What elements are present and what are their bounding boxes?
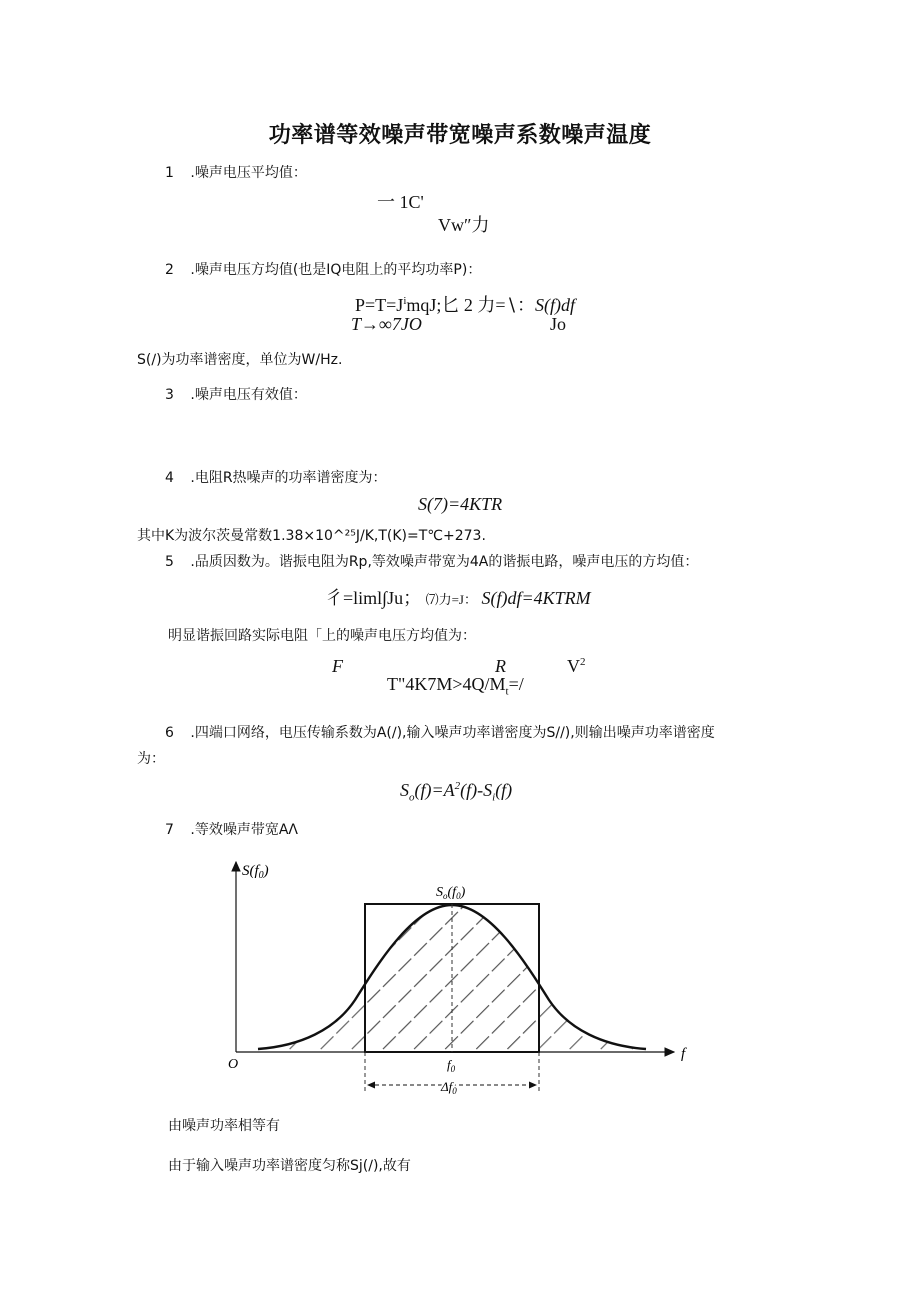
label-part: S(f <box>242 863 259 879</box>
formula-5r-f: F <box>332 656 343 676</box>
label-part: 0 <box>456 891 461 901</box>
item-number: 4 <box>165 470 174 486</box>
formula-part: mqJ;匕 2 力=∖： <box>406 295 536 315</box>
label-part: 0 <box>258 870 264 881</box>
item-text: .等效噪声带宽AΛ <box>190 822 298 838</box>
formula-part: S <box>400 780 409 800</box>
item-text: .噪声电压有效值： <box>190 387 307 403</box>
uniform-text: 由于输入噪声功率谱密度匀称Sj(∕),故有 <box>168 1158 411 1174</box>
formula-part: 彳=liml∫Ju； <box>325 588 422 608</box>
formula-part: T"4K7M>4Q/M <box>387 674 506 694</box>
formula-1-line2: Vw″力 <box>438 215 490 235</box>
s-unit-text: S(∕)为功率谱密度，单位为W/Hz. <box>137 352 343 368</box>
formula-1-line1: 一 1C' <box>377 192 424 212</box>
resonance-text: 明显谐振回路实际电阻「上的噪声电压方均值为： <box>168 628 476 644</box>
label-part: ) <box>263 863 269 879</box>
item-number: 7 <box>165 822 174 838</box>
formula-part: o <box>409 791 415 804</box>
equal-power-text: 由噪声功率相等有 <box>168 1118 280 1134</box>
formula-part: 2 <box>580 656 586 668</box>
item-number: 2 <box>165 262 174 278</box>
formula-part: t <box>505 685 509 698</box>
item-number: 1 <box>165 165 174 181</box>
formula-2-line2b: Jo <box>550 314 567 334</box>
label-part: o <box>443 891 448 901</box>
formula-part: ⑺力=J： <box>425 592 477 607</box>
item-text: .品质因数为。谐振电阻为Rp,等效噪声带宽为4A的谐振电路，噪声电压的方均值： <box>190 554 699 570</box>
item-text: .噪声电压平均值： <box>190 165 307 181</box>
boltzmann-text: 其中K为波尔茨曼常数1.38×10^²⁵J/K,T(K)=T℃+273. <box>137 528 486 544</box>
label-part: 0 <box>452 1086 457 1096</box>
item-number: 5 <box>165 554 174 570</box>
formula-part: T→∞7JO <box>351 314 422 334</box>
origin-label: O <box>228 1057 239 1072</box>
label-part: Δf <box>441 1079 453 1094</box>
item-text: .电阻R热噪声的功率谱密度为： <box>190 470 387 486</box>
item-number: 6 <box>165 725 174 741</box>
formula-part: i <box>403 295 407 307</box>
page-title: 功率谱等效噪声带宽噪声系数噪声温度 <box>268 123 652 148</box>
item-6-wrap: 为： <box>137 751 165 767</box>
bandwidth-label <box>440 1079 457 1096</box>
label-part: f <box>447 1057 451 1072</box>
label-part: (f <box>447 885 457 900</box>
formula-part: (f)-S <box>460 780 493 800</box>
hatched-tail-left <box>258 985 365 1052</box>
label-part: ) <box>460 885 466 900</box>
x-axis-label: f <box>681 1046 686 1062</box>
center-frequency-label <box>447 1057 456 1074</box>
hatched-tail-right <box>539 985 646 1052</box>
formula-part: =/ <box>508 674 524 694</box>
item-text: .四端口网络，电压传输系数为A(∕),输入噪声功率谱密度为S//),则输出噪声功率谱密度 <box>190 725 715 741</box>
item-number: 3 <box>165 387 174 403</box>
formula-part: S(f)df <box>535 295 576 315</box>
label-part: S <box>436 885 443 900</box>
formula-5r-r: R <box>495 656 506 676</box>
formula-part: i <box>492 791 496 804</box>
formula-part: S(f)df=4KTRM <box>481 588 591 608</box>
item-text: .噪声电压方均值(也是IQ电阻上的平均功率P)： <box>190 262 482 278</box>
formula-part: (f)=A <box>414 780 455 800</box>
y-axis-label <box>242 863 269 881</box>
formula-part: 2 <box>454 780 461 792</box>
formula-part: (f) <box>495 780 513 800</box>
peak-label <box>436 885 466 901</box>
formula-4: S(7)=4KTR <box>418 494 503 514</box>
formula-part: P=T=J <box>355 295 404 315</box>
formula-part: V <box>567 656 580 676</box>
label-part: 0 <box>450 1064 456 1074</box>
